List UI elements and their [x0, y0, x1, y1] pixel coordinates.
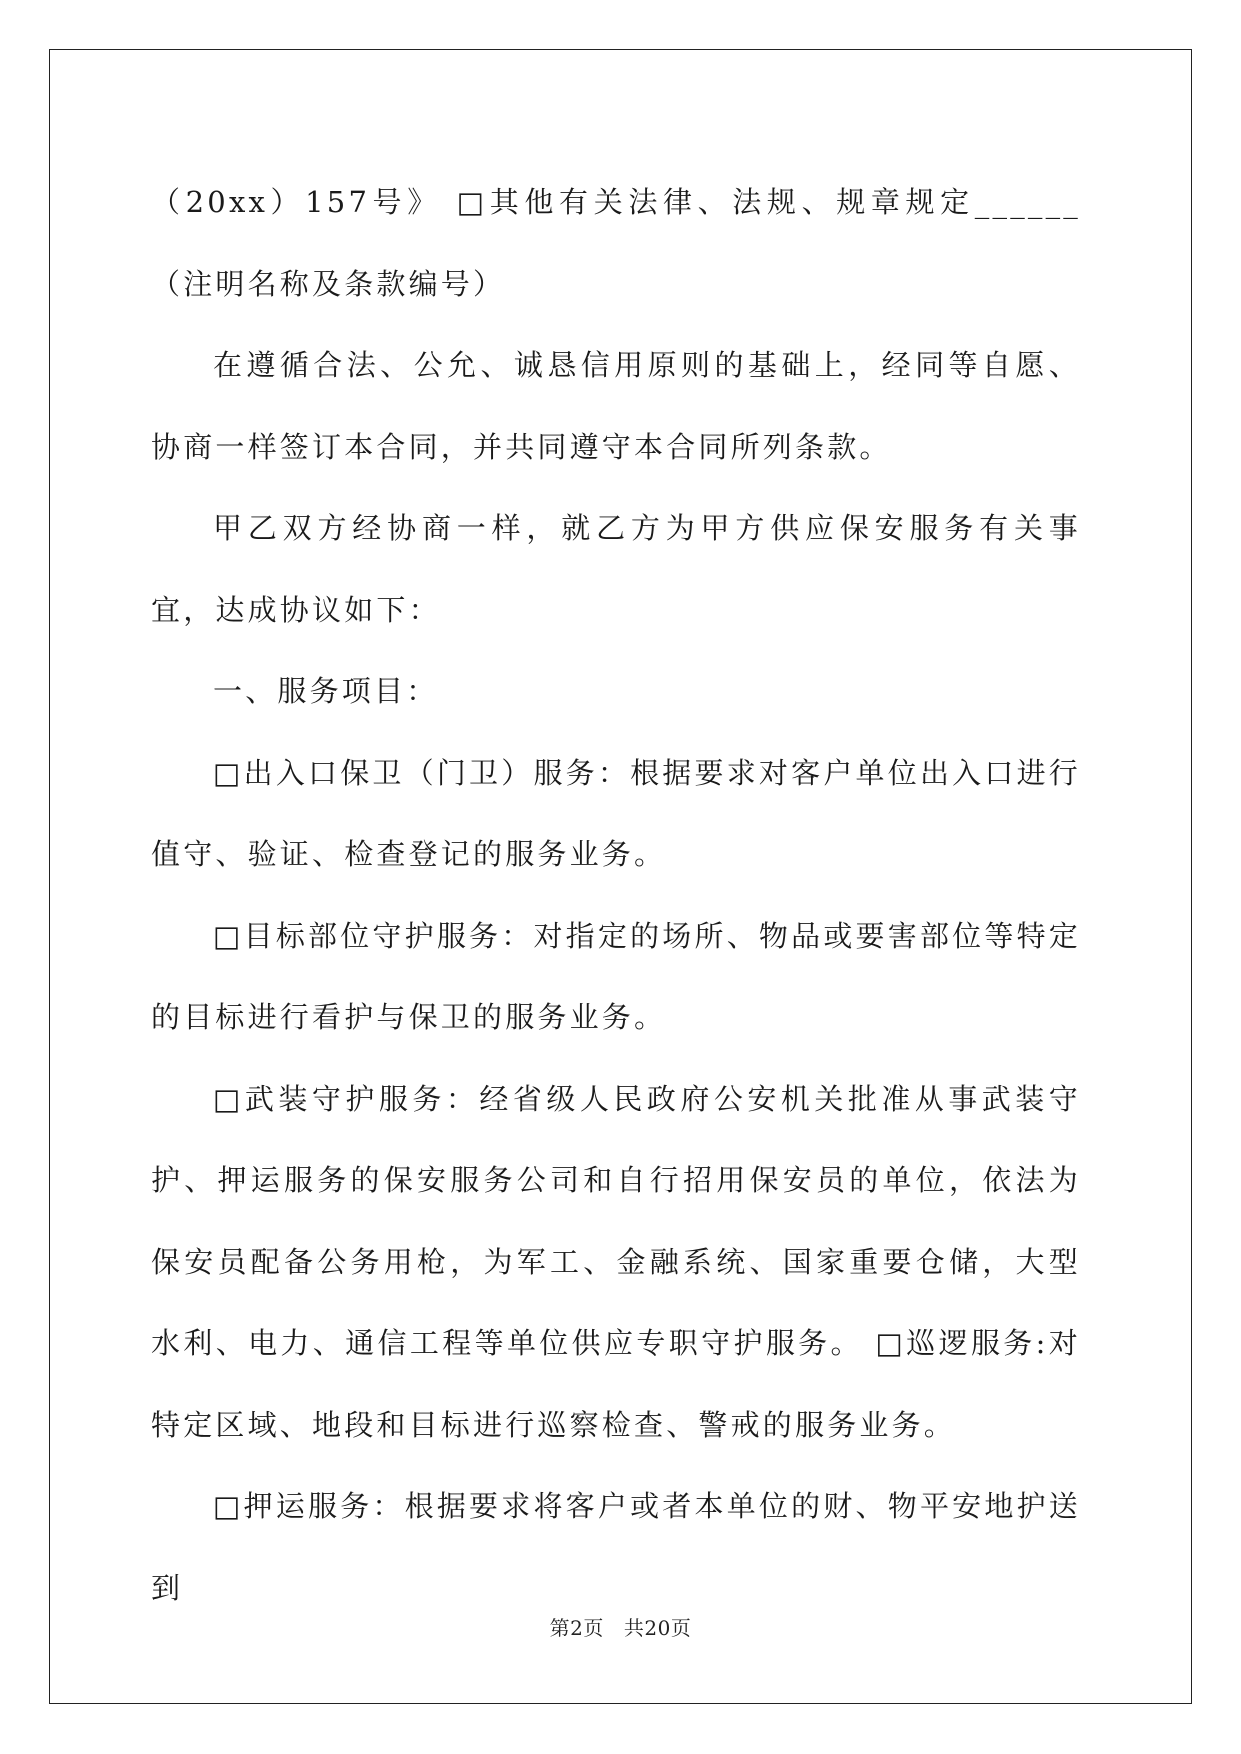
paragraph-entrance-guard-service: □出入口保卫（门卫）服务：根据要求对客户单位出入口进行值守、验证、检查登记的服务业务。	[151, 755, 1081, 871]
page-total: 共20页	[623, 1616, 692, 1640]
page-footer	[0, 1612, 1241, 1641]
document-body	[151, 162, 1081, 1629]
paragraph-agreement: 甲乙双方经协商一样，就乙方为甲方供应保安服务有关事宜，达成协议如下：	[151, 511, 1081, 627]
page-number: 第2页	[549, 1616, 604, 1640]
paragraph-target-guard-service: □目标部位守护服务：对指定的场所、物品或要害部位等特定的目标进行看护与保卫的服务业务。	[151, 918, 1081, 1034]
paragraph-legal-basis: （20xx）157号》 □其他有关法律、法规、规章规定______（注明名称及条款编号）	[151, 185, 1081, 301]
paragraph-armed-guard-service: □武装守护服务：经省级人民政府公安机关批准从事武装守护、押运服务的保安服务公司和自行招用保安员的单位，依法为保安员配备公务用枪，为军工、金融系统、国家重要仓储，大型水利、电力、通信工程等单位供应专职守护服务。 □巡逻服务:对特定区域、地段和目标进行巡察检查、警戒的服务业务。	[151, 1081, 1081, 1442]
paragraph-escort-service: □押运服务：根据要求将客户或者本单位的财、物平安地护送到	[151, 1489, 1081, 1605]
paragraph-principles: 在遵循合法、公允、诚恳信用原则的基础上，经同等自愿、协商一样签订本合同，并共同遵守本合同所列条款。	[151, 348, 1081, 464]
section-heading-service-items: 一、服务项目：	[213, 674, 439, 708]
